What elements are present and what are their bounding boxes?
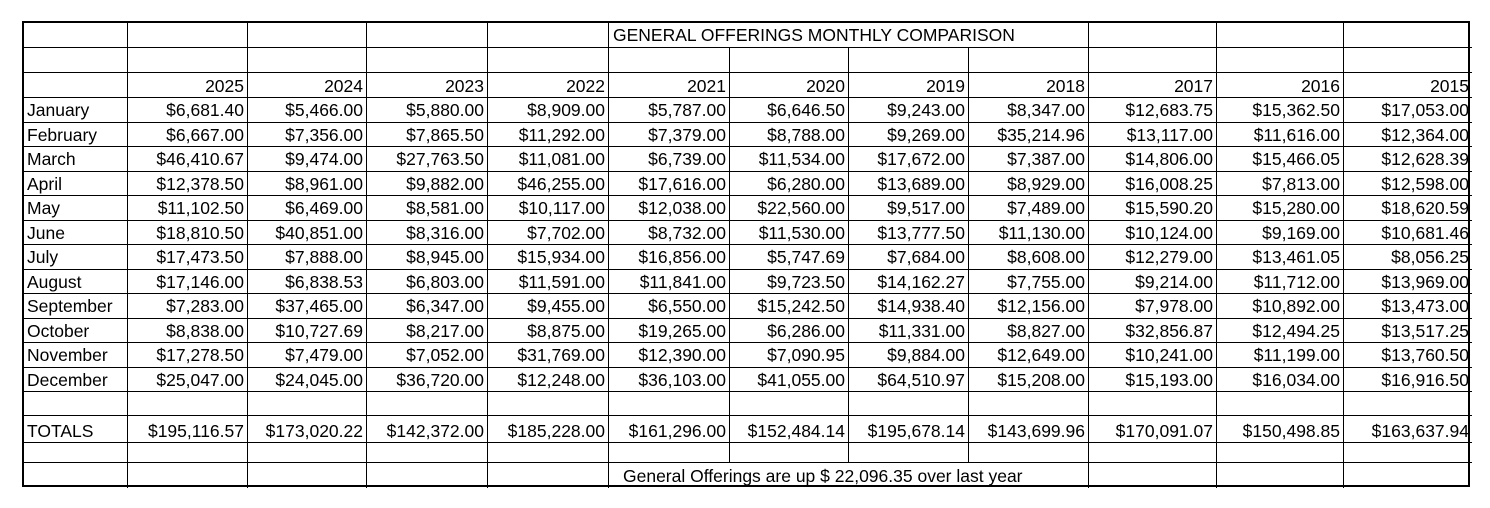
total-value-cell: $163,637.94 xyxy=(1344,416,1472,443)
value-cell: $6,667.00 xyxy=(128,123,248,148)
value-cell: $9,723.50 xyxy=(730,270,849,295)
value-cell: $7,865.50 xyxy=(367,123,488,148)
cell xyxy=(1344,392,1472,416)
value-cell: $6,803.00 xyxy=(367,270,488,295)
cell xyxy=(1089,48,1217,73)
cell xyxy=(1217,443,1344,463)
cell xyxy=(128,23,248,48)
value-cell: $10,117.00 xyxy=(488,196,609,221)
value-cell: $64,510.97 xyxy=(849,368,969,393)
cell xyxy=(969,443,1089,463)
value-cell: $14,162.27 xyxy=(849,270,969,295)
value-cell: $7,888.00 xyxy=(248,245,367,270)
cell xyxy=(849,392,969,416)
value-cell: $7,387.00 xyxy=(969,147,1089,172)
cell xyxy=(849,48,969,73)
blank-row xyxy=(24,392,1468,416)
cell xyxy=(248,463,367,488)
value-cell: $15,362.50 xyxy=(1217,98,1344,123)
value-cell: $36,103.00 xyxy=(609,368,730,393)
value-cell: $13,461.05 xyxy=(1217,245,1344,270)
cell xyxy=(1344,443,1472,463)
value-cell: $11,130.00 xyxy=(969,221,1089,246)
year-header-cell: 2022 xyxy=(488,73,609,98)
value-cell: $7,978.00 xyxy=(1089,294,1217,319)
cell xyxy=(248,23,367,48)
month-label: September xyxy=(24,294,128,319)
value-cell: $8,929.00 xyxy=(969,172,1089,197)
value-cell: $7,052.00 xyxy=(367,343,488,368)
total-value-cell: $152,484.14 xyxy=(730,416,849,443)
table-row xyxy=(24,147,1468,172)
value-cell: $24,045.00 xyxy=(248,368,367,393)
cell xyxy=(24,392,128,416)
value-cell: $12,390.00 xyxy=(609,343,730,368)
month-label: April xyxy=(24,172,128,197)
value-cell: $46,255.00 xyxy=(488,172,609,197)
cell xyxy=(730,48,849,73)
month-label: December xyxy=(24,368,128,393)
value-cell: $8,581.00 xyxy=(367,196,488,221)
month-label: May xyxy=(24,196,128,221)
table-row xyxy=(24,270,1468,295)
month-label: August xyxy=(24,270,128,295)
value-cell: $11,102.50 xyxy=(128,196,248,221)
value-cell: $6,280.00 xyxy=(730,172,849,197)
cell xyxy=(367,463,488,488)
value-cell: $7,702.00 xyxy=(488,221,609,246)
cell xyxy=(128,443,248,463)
value-cell: $7,684.00 xyxy=(849,245,969,270)
value-cell: $8,838.00 xyxy=(128,319,248,344)
value-cell: $9,269.00 xyxy=(849,123,969,148)
value-cell: $14,938.40 xyxy=(849,294,969,319)
value-cell: $10,727.69 xyxy=(248,319,367,344)
cell xyxy=(24,443,128,463)
value-cell: $12,364.00 xyxy=(1344,123,1472,148)
value-cell: $12,378.50 xyxy=(128,172,248,197)
value-cell: $6,347.00 xyxy=(367,294,488,319)
total-value-cell: $185,228.00 xyxy=(488,416,609,443)
year-header-cell: 2025 xyxy=(128,73,248,98)
value-cell: $11,292.00 xyxy=(488,123,609,148)
cell xyxy=(969,392,1089,416)
table-row xyxy=(24,343,1468,368)
value-cell: $6,550.00 xyxy=(609,294,730,319)
value-cell: $6,739.00 xyxy=(609,147,730,172)
cell xyxy=(367,23,488,48)
value-cell: $8,875.00 xyxy=(488,319,609,344)
value-cell: $15,280.00 xyxy=(1217,196,1344,221)
value-cell: $9,243.00 xyxy=(849,98,969,123)
totals-label: TOTALS xyxy=(24,416,128,443)
cell xyxy=(367,48,488,73)
year-header-cell: 2016 xyxy=(1217,73,1344,98)
value-cell: $11,530.00 xyxy=(730,221,849,246)
comparison-note: General Offerings are up $ 22,096.35 over last year xyxy=(623,466,1023,486)
year-header-row xyxy=(24,73,1468,98)
value-cell: $11,616.00 xyxy=(1217,123,1344,148)
cell xyxy=(24,23,128,48)
value-cell: $12,598.00 xyxy=(1344,172,1472,197)
table-row xyxy=(24,245,1468,270)
value-cell: $7,813.00 xyxy=(1217,172,1344,197)
value-cell: $13,517.25 xyxy=(1344,319,1472,344)
value-cell: $8,732.00 xyxy=(609,221,730,246)
spreadsheet-table xyxy=(22,21,1470,487)
blank-row xyxy=(24,443,1468,463)
value-cell: $8,316.00 xyxy=(367,221,488,246)
value-cell: $6,646.50 xyxy=(730,98,849,123)
cell xyxy=(1089,392,1217,416)
value-cell: $9,455.00 xyxy=(488,294,609,319)
value-cell: $8,961.00 xyxy=(248,172,367,197)
value-cell: $8,788.00 xyxy=(730,123,849,148)
value-cell: $13,689.00 xyxy=(849,172,969,197)
value-cell: $11,591.00 xyxy=(488,270,609,295)
value-cell: $16,916.50 xyxy=(1344,368,1472,393)
total-value-cell: $195,678.14 xyxy=(849,416,969,443)
value-cell: $5,880.00 xyxy=(367,98,488,123)
value-cell: $9,474.00 xyxy=(248,147,367,172)
value-cell: $13,117.00 xyxy=(1089,123,1217,148)
value-cell: $18,620.59 xyxy=(1344,196,1472,221)
value-cell: $8,827.00 xyxy=(969,319,1089,344)
cell xyxy=(849,443,969,463)
value-cell: $6,681.40 xyxy=(128,98,248,123)
value-cell: $12,649.00 xyxy=(969,343,1089,368)
cell xyxy=(248,48,367,73)
cell xyxy=(128,463,248,488)
value-cell: $8,347.00 xyxy=(969,98,1089,123)
table-row xyxy=(24,196,1468,221)
value-cell: $17,053.00 xyxy=(1344,98,1472,123)
value-cell: $15,466.05 xyxy=(1217,147,1344,172)
value-cell: $27,763.50 xyxy=(367,147,488,172)
value-cell: $8,056.25 xyxy=(1344,245,1472,270)
cell xyxy=(1217,392,1344,416)
month-label: October xyxy=(24,319,128,344)
cell xyxy=(609,48,730,73)
value-cell: $5,747.69 xyxy=(730,245,849,270)
cell xyxy=(488,463,609,488)
value-cell: $14,806.00 xyxy=(1089,147,1217,172)
value-cell: $11,841.00 xyxy=(609,270,730,295)
value-cell: $13,777.50 xyxy=(849,221,969,246)
cell xyxy=(730,392,849,416)
value-cell: $10,241.00 xyxy=(1089,343,1217,368)
value-cell: $12,683.75 xyxy=(1089,98,1217,123)
cell xyxy=(248,392,367,416)
value-cell: $35,214.96 xyxy=(969,123,1089,148)
value-cell: $7,283.00 xyxy=(128,294,248,319)
value-cell: $5,466.00 xyxy=(248,98,367,123)
value-cell: $37,465.00 xyxy=(248,294,367,319)
value-cell: $15,242.50 xyxy=(730,294,849,319)
cell xyxy=(1217,23,1344,48)
value-cell: $8,608.00 xyxy=(969,245,1089,270)
cell xyxy=(128,392,248,416)
table-row xyxy=(24,294,1468,319)
value-cell: $5,787.00 xyxy=(609,98,730,123)
month-label: June xyxy=(24,221,128,246)
value-cell: $16,008.25 xyxy=(1089,172,1217,197)
value-cell: $9,517.00 xyxy=(849,196,969,221)
value-cell: $22,560.00 xyxy=(730,196,849,221)
table-row xyxy=(24,221,1468,246)
value-cell: $11,199.00 xyxy=(1217,343,1344,368)
table-row xyxy=(24,319,1468,344)
value-cell: $32,856.87 xyxy=(1089,319,1217,344)
table-row xyxy=(24,368,1468,393)
value-cell: $7,489.00 xyxy=(969,196,1089,221)
value-cell: $12,628.39 xyxy=(1344,147,1472,172)
value-cell: $11,331.00 xyxy=(849,319,969,344)
value-cell: $12,248.00 xyxy=(488,368,609,393)
cell xyxy=(969,48,1089,73)
value-cell: $31,769.00 xyxy=(488,343,609,368)
total-value-cell: $173,020.22 xyxy=(248,416,367,443)
year-header-cell: 2021 xyxy=(609,73,730,98)
value-cell: $16,856.00 xyxy=(609,245,730,270)
value-cell: $17,616.00 xyxy=(609,172,730,197)
cell xyxy=(1344,23,1472,48)
cell xyxy=(488,48,609,73)
cell xyxy=(1344,48,1472,73)
value-cell: $15,208.00 xyxy=(969,368,1089,393)
cell xyxy=(609,443,730,463)
year-header-cell: 2019 xyxy=(849,73,969,98)
value-cell: $12,279.00 xyxy=(1089,245,1217,270)
cell xyxy=(24,48,128,73)
value-cell: $7,479.00 xyxy=(248,343,367,368)
year-header-cell: 2018 xyxy=(969,73,1089,98)
cell xyxy=(24,73,128,98)
value-cell: $17,473.50 xyxy=(128,245,248,270)
year-header-cell: 2024 xyxy=(248,73,367,98)
cell xyxy=(730,443,849,463)
cell xyxy=(24,463,128,488)
value-cell: $7,379.00 xyxy=(609,123,730,148)
value-cell: $15,590.20 xyxy=(1089,196,1217,221)
total-value-cell: $150,498.85 xyxy=(1217,416,1344,443)
cell xyxy=(1217,463,1344,488)
cell xyxy=(367,392,488,416)
value-cell: $8,217.00 xyxy=(367,319,488,344)
value-cell: $46,410.67 xyxy=(128,147,248,172)
total-value-cell: $195,116.57 xyxy=(128,416,248,443)
value-cell: $17,146.00 xyxy=(128,270,248,295)
sheet-title: GENERAL OFFERINGS MONTHLY COMPARISON xyxy=(613,25,1015,45)
value-cell: $41,055.00 xyxy=(730,368,849,393)
value-cell: $7,090.95 xyxy=(730,343,849,368)
value-cell: $9,882.00 xyxy=(367,172,488,197)
value-cell: $11,712.00 xyxy=(1217,270,1344,295)
total-value-cell: $143,699.96 xyxy=(969,416,1089,443)
value-cell: $9,884.00 xyxy=(849,343,969,368)
table-row xyxy=(24,123,1468,148)
year-header-cell: 2023 xyxy=(367,73,488,98)
year-header-cell: 2015 xyxy=(1344,73,1472,98)
value-cell: $10,681.46 xyxy=(1344,221,1472,246)
value-cell: $18,810.50 xyxy=(128,221,248,246)
year-header-cell: 2020 xyxy=(730,73,849,98)
value-cell: $36,720.00 xyxy=(367,368,488,393)
value-cell: $7,755.00 xyxy=(969,270,1089,295)
value-cell: $9,169.00 xyxy=(1217,221,1344,246)
value-cell: $11,534.00 xyxy=(730,147,849,172)
value-cell: $8,945.00 xyxy=(367,245,488,270)
cell xyxy=(367,443,488,463)
month-label: July xyxy=(24,245,128,270)
cell xyxy=(128,48,248,73)
value-cell: $17,672.00 xyxy=(849,147,969,172)
cell xyxy=(1217,48,1344,73)
value-cell: $9,214.00 xyxy=(1089,270,1217,295)
table-row xyxy=(24,98,1468,123)
value-cell: $40,851.00 xyxy=(248,221,367,246)
cell xyxy=(1089,463,1217,488)
month-label: November xyxy=(24,343,128,368)
value-cell: $11,081.00 xyxy=(488,147,609,172)
total-value-cell: $161,296.00 xyxy=(609,416,730,443)
value-cell: $12,038.00 xyxy=(609,196,730,221)
cell xyxy=(609,392,730,416)
value-cell: $15,193.00 xyxy=(1089,368,1217,393)
cell xyxy=(248,443,367,463)
value-cell: $10,124.00 xyxy=(1089,221,1217,246)
month-label: January xyxy=(24,98,128,123)
totals-row xyxy=(24,416,1468,443)
value-cell: $17,278.50 xyxy=(128,343,248,368)
total-value-cell: $170,091.07 xyxy=(1089,416,1217,443)
total-value-cell: $142,372.00 xyxy=(367,416,488,443)
value-cell: $15,934.00 xyxy=(488,245,609,270)
value-cell: $13,969.00 xyxy=(1344,270,1472,295)
cell xyxy=(488,23,609,48)
cell xyxy=(488,392,609,416)
value-cell: $25,047.00 xyxy=(128,368,248,393)
value-cell: $6,838.53 xyxy=(248,270,367,295)
value-cell: $8,909.00 xyxy=(488,98,609,123)
month-label: February xyxy=(24,123,128,148)
month-label: March xyxy=(24,147,128,172)
cell xyxy=(1344,463,1472,488)
value-cell: $6,469.00 xyxy=(248,196,367,221)
value-cell: $7,356.00 xyxy=(248,123,367,148)
table-row xyxy=(24,172,1468,197)
value-cell: $13,760.50 xyxy=(1344,343,1472,368)
cell xyxy=(1089,23,1217,48)
value-cell: $10,892.00 xyxy=(1217,294,1344,319)
value-cell: $6,286.00 xyxy=(730,319,849,344)
cell xyxy=(488,443,609,463)
value-cell: $12,156.00 xyxy=(969,294,1089,319)
year-header-cell: 2017 xyxy=(1089,73,1217,98)
value-cell: $12,494.25 xyxy=(1217,319,1344,344)
value-cell: $13,473.00 xyxy=(1344,294,1472,319)
value-cell: $16,034.00 xyxy=(1217,368,1344,393)
cell xyxy=(1089,443,1217,463)
blank-row xyxy=(24,48,1468,73)
value-cell: $19,265.00 xyxy=(609,319,730,344)
